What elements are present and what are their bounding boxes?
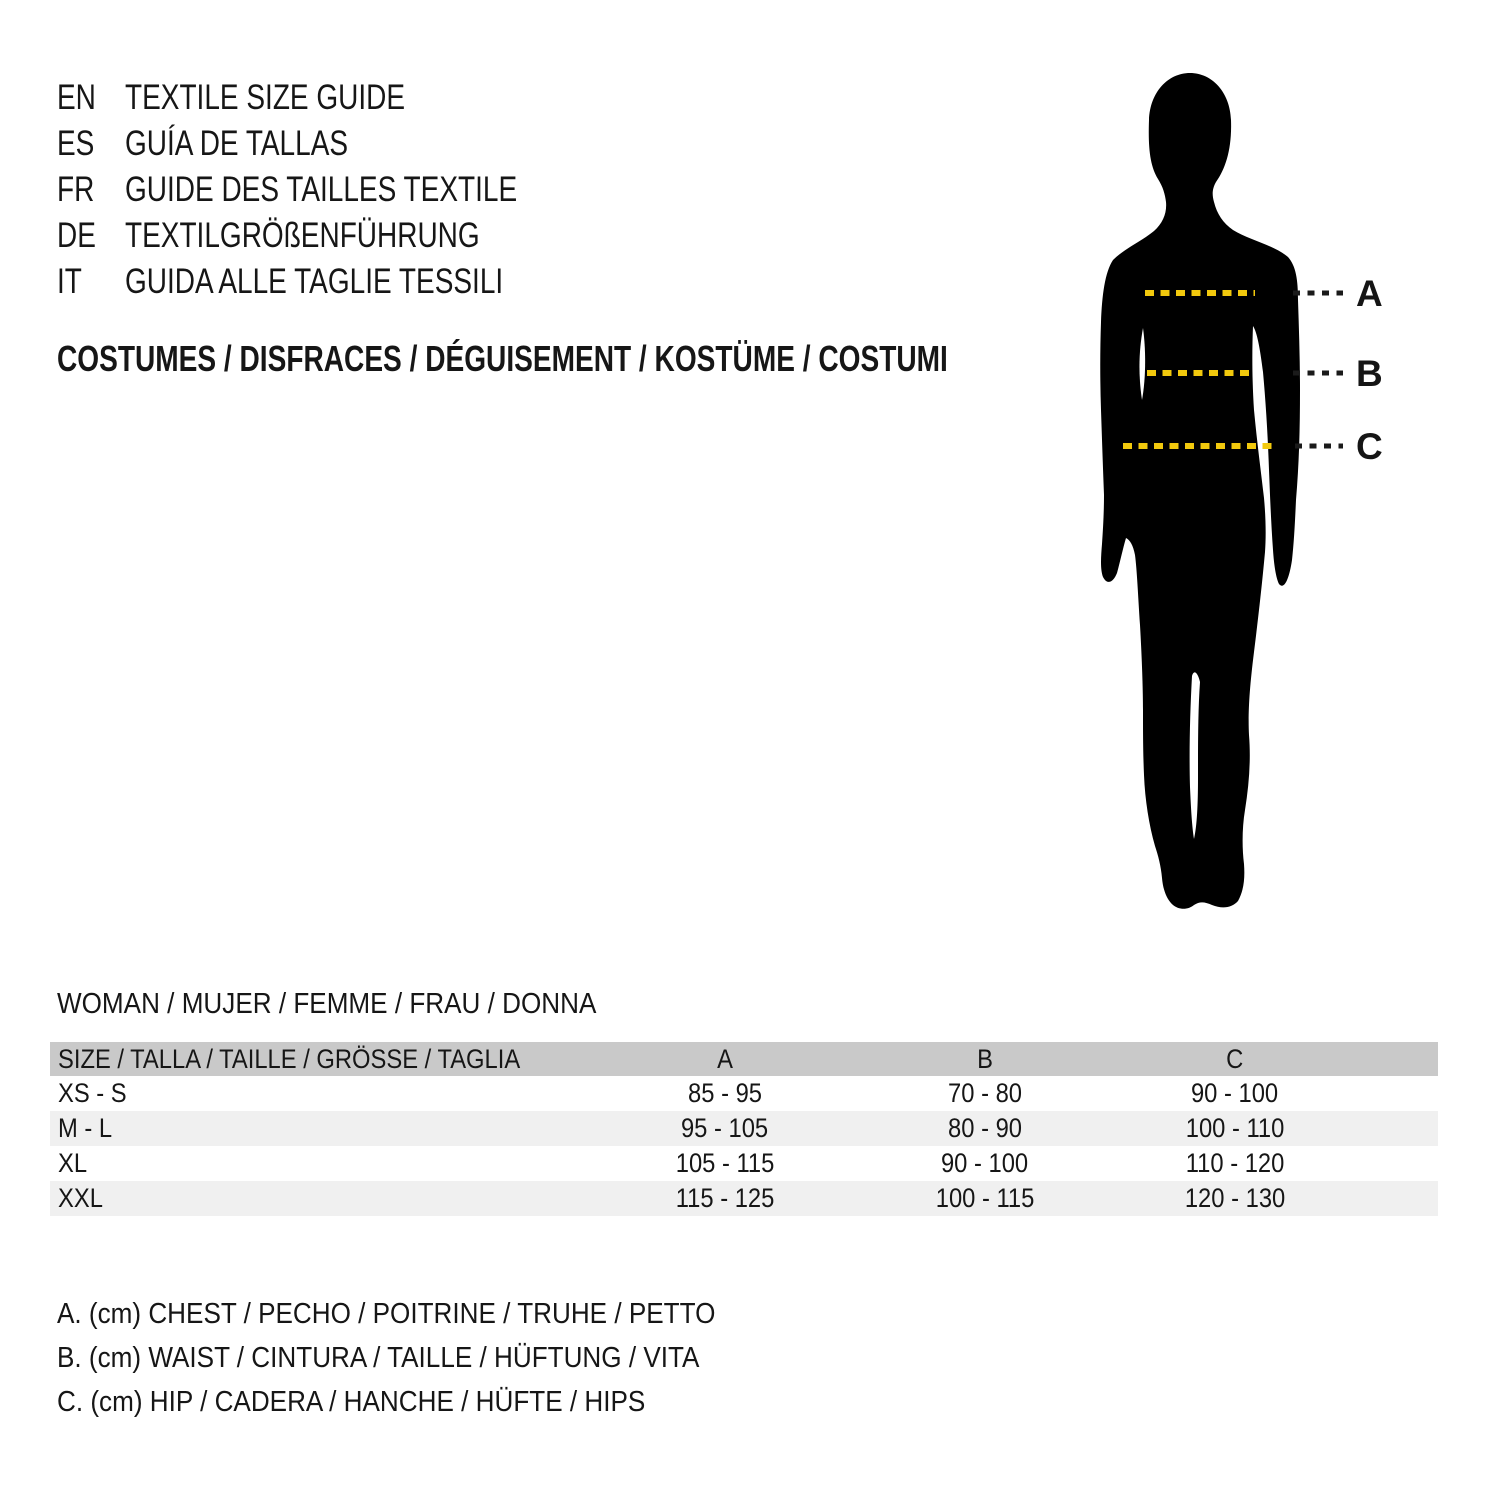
language-code: ES <box>57 124 95 163</box>
cell-b: 90 - 100 <box>941 1148 1029 1178</box>
language-row-de <box>57 213 632 259</box>
language-row-en <box>57 75 632 121</box>
table-header-row <box>50 1042 1438 1076</box>
cell-b: 80 - 90 <box>948 1113 1022 1143</box>
cell-a: 115 - 125 <box>675 1183 775 1213</box>
header-cell-b: B <box>977 1043 993 1074</box>
language-label: GUIDA ALLE TAGLIE TESSILI <box>125 262 504 301</box>
cell-size: XXL <box>58 1183 103 1213</box>
table-row-m-l <box>50 1111 1438 1146</box>
table-row-xl <box>50 1146 1438 1181</box>
language-code: EN <box>57 78 96 117</box>
measure-label-c: C <box>1356 426 1383 467</box>
legend-row-hip: C. (cm) HIP / CADERA / HANCHE / HÜFTE / HIPS <box>57 1386 646 1418</box>
woman-silhouette <box>1100 73 1300 909</box>
cell-c: 120 - 130 <box>1184 1183 1286 1213</box>
header-cell-c: C <box>1226 1043 1244 1074</box>
language-row-es <box>57 121 632 167</box>
measure-label-b: B <box>1356 353 1383 394</box>
language-label: GUIDE DES TAILLES TEXTILE <box>125 170 518 209</box>
woman-silhouette-figure <box>1050 60 1450 960</box>
language-row-fr <box>57 167 632 213</box>
table-row-xxl <box>50 1181 1438 1216</box>
cell-a: 95 - 105 <box>681 1113 769 1143</box>
header-cell-size: SIZE / TALLA / TAILLE / GRÖSSE / TAGLIA <box>58 1043 521 1074</box>
category-title: COSTUMES / DISFRACES / DÉGUISEMENT / KOSTÜME / COSTUMI <box>57 338 948 379</box>
cell-a: 85 - 95 <box>688 1078 762 1108</box>
measurement-legend <box>57 1292 789 1424</box>
measure-label-a: A <box>1356 273 1383 314</box>
cell-c: 100 - 110 <box>1185 1113 1285 1143</box>
language-label: TEXTILE SIZE GUIDE <box>125 78 406 117</box>
language-code: DE <box>57 216 96 255</box>
language-label: GUÍA DE TALLAS <box>125 124 349 163</box>
table-section-title: WOMAN / MUJER / FEMME / FRAU / DONNA <box>57 988 597 1020</box>
legend-row-waist: B. (cm) WAIST / CINTURA / TAILLE / HÜFTUNG / VITA <box>57 1342 700 1374</box>
language-code: FR <box>57 170 95 209</box>
cell-size: M - L <box>58 1113 113 1143</box>
cell-size: XS - S <box>58 1078 127 1108</box>
language-code: IT <box>57 262 82 301</box>
cell-b: 70 - 80 <box>948 1078 1022 1108</box>
language-label: TEXTILGRÖßENFÜHRUNG <box>125 216 480 255</box>
language-row-it <box>57 259 632 305</box>
cell-b: 100 - 115 <box>935 1183 1035 1213</box>
measurement-figure <box>1050 60 1450 960</box>
header-cell-a: A <box>717 1043 733 1074</box>
cell-c: 110 - 120 <box>1185 1148 1285 1178</box>
legend-row-chest: A. (cm) CHEST / PECHO / POITRINE / TRUHE / PETTO <box>57 1298 716 1330</box>
cell-c: 90 - 100 <box>1191 1078 1279 1108</box>
cell-size: XL <box>58 1148 88 1178</box>
language-title-block <box>57 75 632 305</box>
table-row-xs-s <box>50 1076 1438 1111</box>
cell-a: 105 - 115 <box>675 1148 775 1178</box>
size-table <box>50 1042 1438 1216</box>
